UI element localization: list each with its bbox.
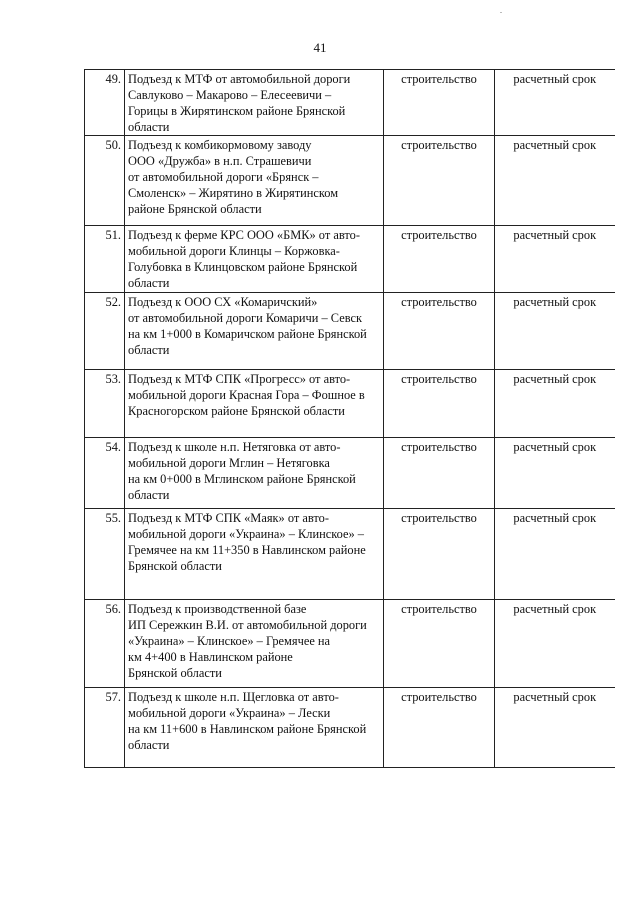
road-name-line: области bbox=[128, 738, 170, 752]
road-name-line: мобильной дороги «Украина» – Клинское» – bbox=[128, 527, 364, 541]
row-number: 56. bbox=[85, 600, 125, 688]
road-name-line: области bbox=[128, 488, 170, 502]
road-name-line: Брянской области bbox=[128, 559, 222, 573]
road-name-line: Подъезд к МТФ от автомобильной дороги bbox=[128, 72, 351, 86]
road-name-line: ИП Сережкин В.И. от автомобильной дороги bbox=[128, 618, 367, 632]
road-name-line: мобильной дороги Красная Гора – Фошное в bbox=[128, 388, 365, 402]
table-row bbox=[85, 370, 615, 438]
table-row bbox=[85, 438, 615, 509]
road-name-line: ООО «Дружба» в н.п. Страшевичи bbox=[128, 154, 312, 168]
road-name bbox=[125, 70, 384, 136]
table-row bbox=[85, 509, 615, 600]
road-name-line: Подъезд к комбикормовому заводу bbox=[128, 138, 312, 152]
work-type: строительство bbox=[384, 509, 495, 600]
row-number: 57. bbox=[85, 688, 125, 768]
row-number: 52. bbox=[85, 293, 125, 370]
road-name-line: Подъезд к школе н.п. Нетяговка от авто- bbox=[128, 440, 341, 454]
term: расчетный срок bbox=[495, 370, 615, 438]
term: расчетный срок bbox=[495, 438, 615, 509]
work-type: строительство bbox=[384, 688, 495, 768]
road-name bbox=[125, 509, 384, 600]
work-type: строительство bbox=[384, 70, 495, 136]
road-name-line: Брянской области bbox=[128, 666, 222, 680]
term: расчетный срок bbox=[495, 136, 615, 226]
road-name-line: области bbox=[128, 276, 170, 290]
road-name-line: области bbox=[128, 343, 170, 357]
term: расчетный срок bbox=[495, 226, 615, 293]
road-name-line: Подъезд к ООО СХ «Комаричский» bbox=[128, 295, 318, 309]
road-name-line: на км 1+000 в Комаричском районе Брянской bbox=[128, 327, 367, 341]
road-name bbox=[125, 600, 384, 688]
road-name-line: мобильной дороги «Украина» – Лески bbox=[128, 706, 331, 720]
road-name-line: Гремячее на км 11+350 в Навлинском районе bbox=[128, 543, 366, 557]
work-type: строительство bbox=[384, 370, 495, 438]
term: расчетный срок bbox=[495, 688, 615, 768]
road-name bbox=[125, 226, 384, 293]
work-type: строительство bbox=[384, 136, 495, 226]
road-name-line: «Украина» – Клинское» – Гремячее на bbox=[128, 634, 331, 648]
work-type: строительство bbox=[384, 293, 495, 370]
road-name-line: Подъезд к МТФ СПК «Маяк» от авто- bbox=[128, 511, 329, 525]
road-name-line: мобильной дороги Мглин – Нетяговка bbox=[128, 456, 330, 470]
work-type: строительство bbox=[384, 226, 495, 293]
table-row bbox=[85, 688, 615, 768]
work-type: строительство bbox=[384, 438, 495, 509]
table-row bbox=[85, 70, 615, 136]
table-row bbox=[85, 226, 615, 293]
road-name bbox=[125, 438, 384, 509]
term: расчетный срок bbox=[495, 70, 615, 136]
table-row bbox=[85, 600, 615, 688]
road-name-line: Подъезд к ферме КРС ООО «БМК» от авто- bbox=[128, 228, 360, 242]
road-name-line: Подъезд к МТФ СПК «Прогресс» от авто- bbox=[128, 372, 351, 386]
row-number: 50. bbox=[85, 136, 125, 226]
road-name-line: Смоленск» – Жирятино в Жирятинском bbox=[128, 186, 339, 200]
row-number: 49. bbox=[85, 70, 125, 136]
road-name-line: на км 0+000 в Мглинском районе Брянской bbox=[128, 472, 356, 486]
row-number: 53. bbox=[85, 370, 125, 438]
road-name bbox=[125, 293, 384, 370]
work-type: строительство bbox=[384, 600, 495, 688]
road-name-line: Горицы в Жирятинском районе Брянской bbox=[128, 104, 346, 118]
road-name-line: Красногорском районе Брянской области bbox=[128, 404, 345, 418]
term: расчетный срок bbox=[495, 600, 615, 688]
row-number: 55. bbox=[85, 509, 125, 600]
term: расчетный срок bbox=[495, 509, 615, 600]
road-name-line: области bbox=[128, 120, 170, 134]
road-name-line: Савлуково – Макарово – Елесеевичи – bbox=[128, 88, 332, 102]
road-name-line: Голубовка в Клинцовском районе Брянской bbox=[128, 260, 358, 274]
road-name-line: Подъезд к школе н.п. Щегловка от авто- bbox=[128, 690, 339, 704]
road-name-line: Подъезд к производственной базе bbox=[128, 602, 307, 616]
road-name-line: на км 11+600 в Навлинском районе Брянской bbox=[128, 722, 367, 736]
row-number: 54. bbox=[85, 438, 125, 509]
road-name bbox=[125, 136, 384, 226]
road-name bbox=[125, 370, 384, 438]
scan-speck bbox=[500, 12, 502, 13]
term: расчетный срок bbox=[495, 293, 615, 370]
road-name-line: от автомобильной дороги «Брянск – bbox=[128, 170, 319, 184]
table-row bbox=[85, 293, 615, 370]
roads-table bbox=[84, 69, 615, 768]
road-name-line: районе Брянской области bbox=[128, 202, 262, 216]
row-number: 51. bbox=[85, 226, 125, 293]
road-name-line: мобильной дороги Клинцы – Коржовка- bbox=[128, 244, 340, 258]
page-number: 41 bbox=[313, 40, 327, 55]
road-name-line: от автомобильной дороги Комаричи – Севск bbox=[128, 311, 363, 325]
table-row bbox=[85, 136, 615, 226]
road-name bbox=[125, 688, 384, 768]
road-name-line: км 4+400 в Навлинском районе bbox=[128, 650, 293, 664]
